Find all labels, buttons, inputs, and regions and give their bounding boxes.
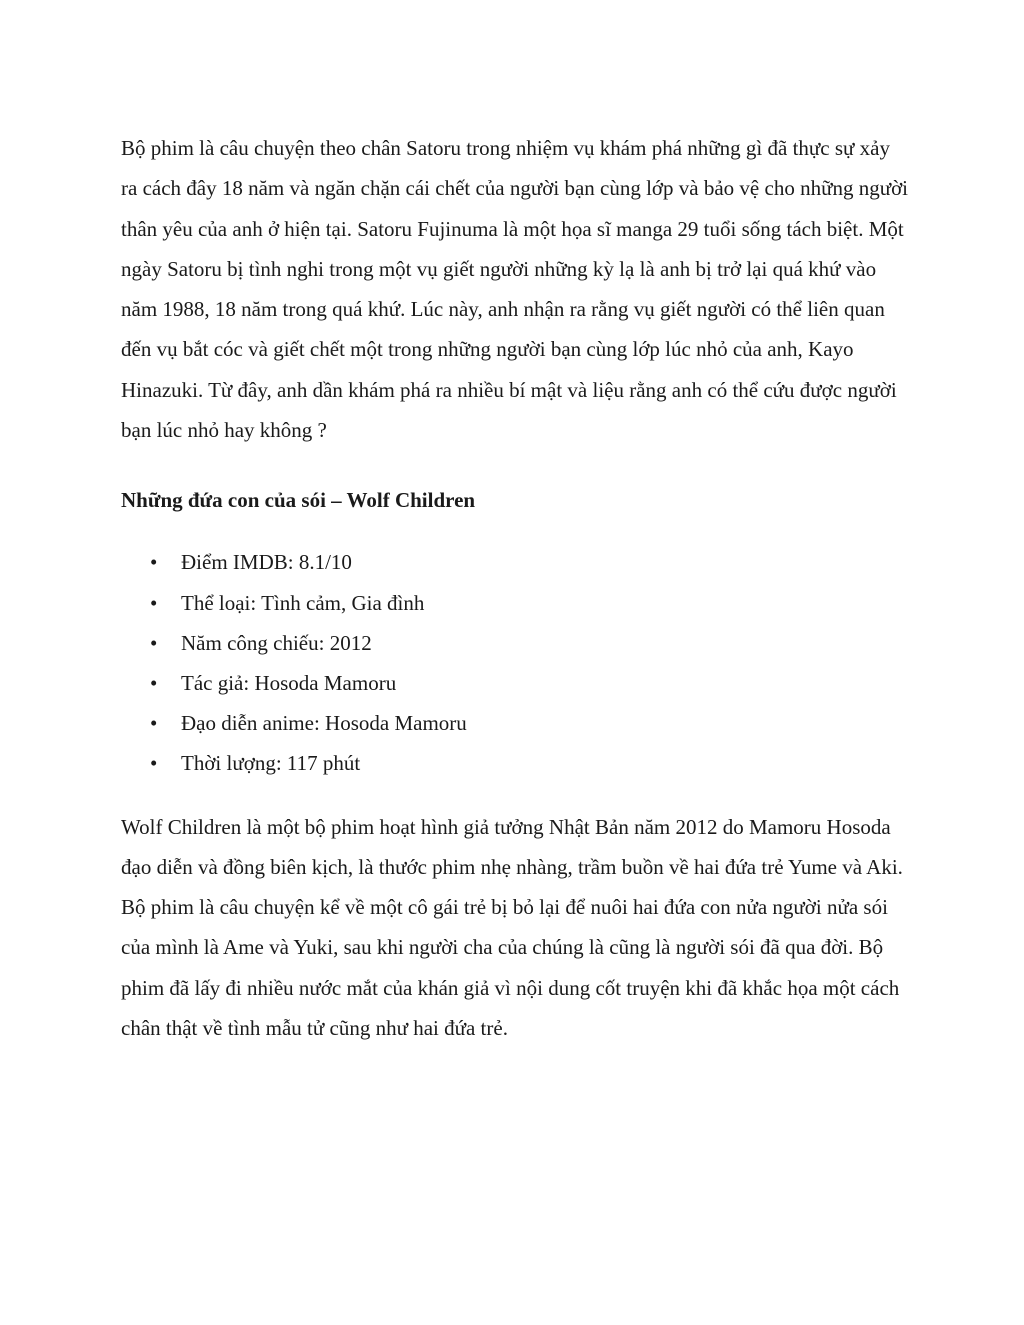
- bullet-icon: •: [150, 550, 158, 575]
- bullet-icon: •: [150, 670, 158, 695]
- list-item-text: Tác giả: Hosoda Mamoru: [181, 670, 397, 695]
- section-heading: Những đứa con của sói – Wolf Children: [121, 488, 476, 513]
- list-item-text: Thể loại: Tình cảm, Gia đình: [181, 590, 425, 615]
- bullet-icon: •: [150, 711, 158, 736]
- description-paragraph: Wolf Children là một bộ phim hoạt hình giả tưởng Nhật Bản năm 2012 do Mamoru Hosoda đạo diễn và đồng biên kịch, là thước phim nhẹ nhàng, trầm buồn về hai đứa trẻ Yume và Aki. Bộ phim là câu chuyện kể về một cô gái trẻ bị bỏ lại để nuôi hai đứa con nửa người nửa sói của mình là Ame và Yuki, sau khi người cha của chúng là cũng là người sói đã qua đời. Bộ phim đã lấy đi nhiều nước mắt của khán giả vì nội dung cốt truyện khi đã khắc họa một cách chân thật về tình mẫu tử cũng như hai đứa trẻ.: [121, 814, 903, 1041]
- list-item: [121, 623, 911, 663]
- document-body: [121, 128, 911, 1048]
- bullet-icon: •: [150, 590, 158, 615]
- intro-paragraph: Bộ phim là câu chuyện theo chân Satoru trong nhiệm vụ khám phá những gì đã thực sự xảy ra cách đây 18 năm và ngăn chặn cái chết của người bạn cùng lớp và bảo vệ cho những người thân yêu của anh ở hiện tại. Satoru Fujinuma là một họa sĩ manga 29 tuổi sống tách biệt. Một ngày Satoru bị tình nghi trong một vụ giết người những kỳ lạ là anh bị trở lại quá khứ vào năm 1988, 18 năm trong quá khứ. Lúc này, anh nhận ra rằng vụ giết người có thể liên quan đến vụ bắt cóc và giết chết một trong những người bạn cùng lớp lúc nhỏ của anh, Kayo Hinazuki. Từ đây, anh dần khám phá ra nhiều bí mật và liệu rằng anh có thể cứu được người bạn lúc nhỏ hay không ?: [121, 136, 909, 443]
- list-item-text: Thời lượng: 117 phút: [181, 751, 361, 776]
- list-item-text: Điểm IMDB: 8.1/10: [181, 550, 352, 575]
- list-item-text: Năm công chiếu: 2012: [181, 630, 372, 655]
- bullet-icon: •: [150, 751, 158, 776]
- list-item: [121, 663, 911, 703]
- list-item: [121, 703, 911, 743]
- movie-info-list: [121, 542, 911, 783]
- bullet-icon: •: [150, 630, 158, 655]
- list-item: [121, 583, 911, 623]
- list-item: [121, 542, 911, 582]
- list-item: [121, 743, 911, 783]
- list-item-text: Đạo diễn anime: Hosoda Mamoru: [181, 711, 467, 736]
